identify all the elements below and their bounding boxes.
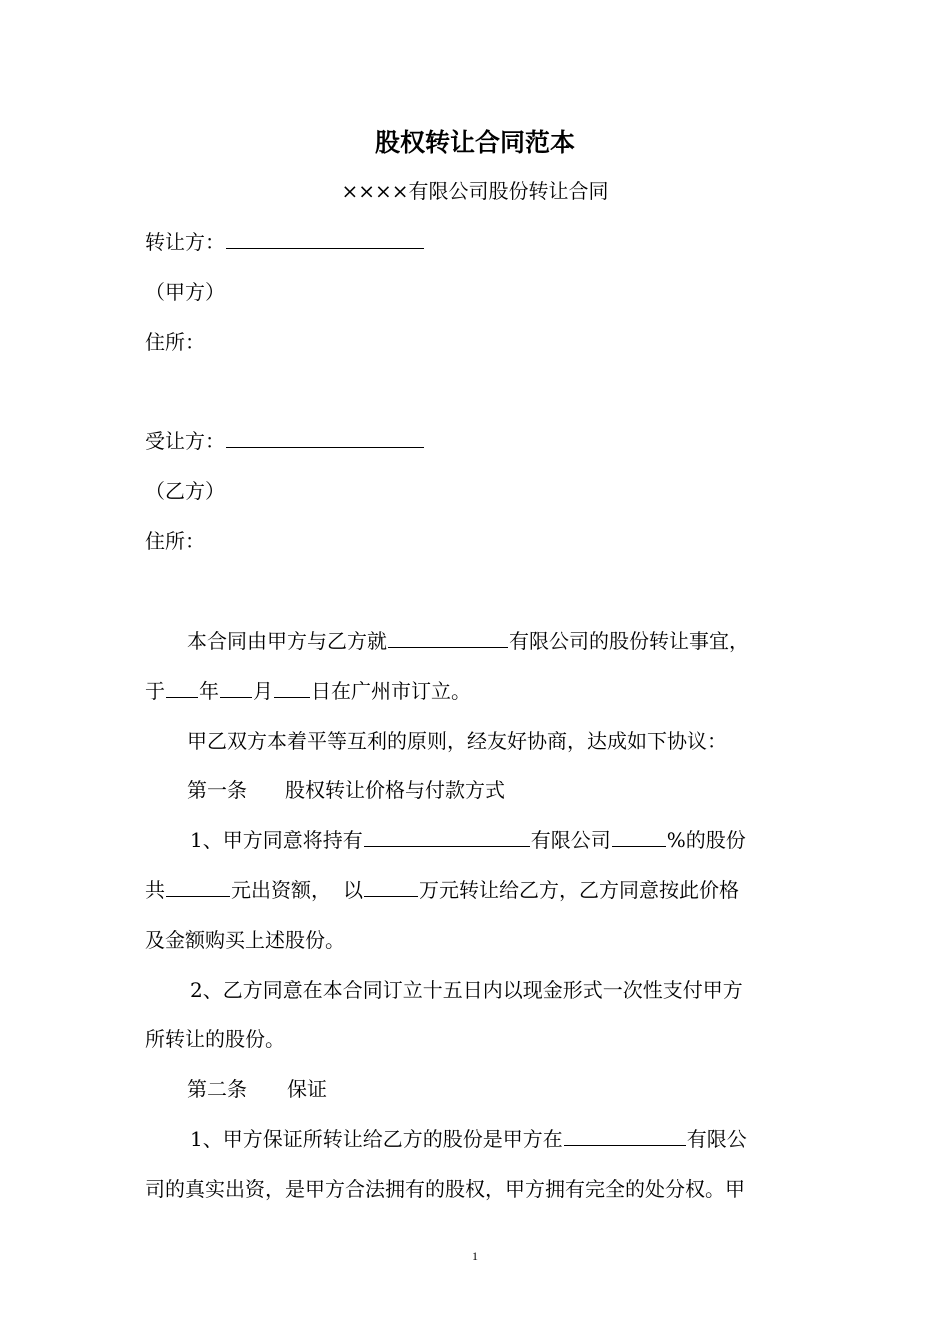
transferee-blank [226, 428, 424, 448]
price-blank [364, 877, 418, 897]
transferor-label: 转让方： [145, 230, 225, 254]
capital-blank [166, 877, 230, 897]
transferor-party: （甲方） [145, 280, 225, 304]
transferee-address: 住所： [145, 529, 205, 553]
article-1-clause-2-line-2: 所转让的股份。 [145, 1027, 285, 1051]
transferor-line [145, 228, 425, 256]
intro-text: 月 [253, 679, 273, 703]
year-blank [166, 678, 198, 698]
transferor-blank [226, 229, 424, 249]
intro-line-1 [187, 627, 749, 655]
article-1-clause-2-line-1: 2、乙方同意在本合同订立十五日内以现金形式一次性支付甲方 [190, 978, 743, 1002]
transferee-label: 受让方： [145, 429, 225, 453]
article-number: 第二条 [187, 1077, 247, 1101]
clause-text: 1、甲方同意将持有 [190, 828, 363, 852]
article-2-heading [187, 1075, 327, 1103]
article-1-clause-1-line-3: 及金额购买上述股份。 [145, 928, 345, 952]
transferee-party: （乙方） [145, 479, 225, 503]
month-blank [220, 678, 252, 698]
page-number: 1 [472, 1249, 478, 1263]
article-1-clause-1-line-1 [190, 826, 746, 854]
company-blank [364, 827, 530, 847]
company-blank [388, 628, 508, 648]
article-title: 股权转让价格与付款方式 [285, 778, 505, 802]
clause-text: %的股份 [666, 828, 746, 852]
intro-text: 有限公司的股份转让事宜， [509, 629, 749, 653]
clause-text: 1、甲方保证所转让给乙方的股份是甲方在 [190, 1127, 563, 1151]
intro-line-3: 甲乙双方本着平等互利的原则，经友好协商，达成如下协议： [187, 729, 727, 753]
clause-text: 万元转让给乙方，乙方同意按此价格 [419, 878, 739, 902]
document-subtitle: ××××有限公司股份转让合同 [341, 179, 609, 203]
article-title: 保证 [287, 1077, 327, 1101]
article-1-heading [187, 776, 505, 804]
article-1-clause-1-line-2 [145, 876, 739, 904]
day-blank [274, 678, 310, 698]
intro-text: 年 [199, 679, 219, 703]
clause-text: 共 [145, 878, 165, 902]
article-number: 第一条 [187, 778, 247, 802]
transferee-line [145, 427, 425, 455]
intro-text: 本合同由甲方与乙方就 [187, 629, 387, 653]
percent-blank [612, 827, 666, 847]
clause-text: 有限公 [686, 1127, 747, 1151]
transferor-address: 住所： [145, 330, 205, 354]
article-2-clause-1-line-1 [190, 1125, 747, 1153]
company-blank [564, 1126, 686, 1146]
article-2-clause-1-line-2: 司的真实出资，是甲方合法拥有的股权，甲方拥有完全的处分权。甲 [145, 1177, 745, 1201]
document-title: 股权转让合同范本 [374, 128, 575, 157]
clause-text: 以 [343, 878, 363, 902]
clause-text: 有限公司 [530, 828, 611, 852]
clause-text: 元出资额， [231, 878, 331, 902]
intro-line-2 [145, 677, 471, 705]
intro-text: 于 [145, 679, 165, 703]
intro-text: 日在广州市订立。 [311, 679, 471, 703]
